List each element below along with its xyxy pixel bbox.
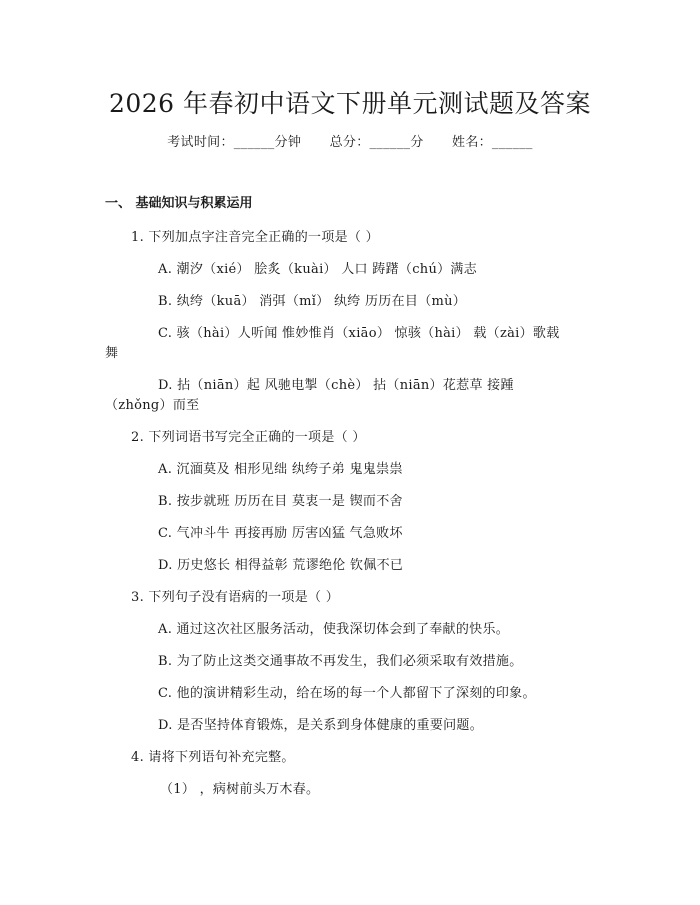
question-1-option-a: A. 潮汐（xié） 脍炙（kuài） 人口 踌躇（chú）满志: [158, 262, 478, 277]
student-name-field: 姓名：______: [452, 135, 533, 150]
exam-time-field: 考试时间：______分钟: [167, 135, 302, 150]
question-1-option-b: B. 纨绔（kuā） 消弭（mǐ） 纨绔 历历在目（mù）: [158, 294, 467, 309]
question-1-option-c-wrap: 舞: [105, 346, 119, 361]
question-3-option-c: C. 他的演讲精彩生动，给在场的每一个人都留下了深刻的印象。: [158, 686, 536, 701]
question-3-option-b: B. 为了防止这类交通事故不再发生，我们必须采取有效措施。: [158, 654, 523, 669]
question-4-stem: 4. 请将下列语句补充完整。: [131, 750, 295, 765]
question-3-option-a: A. 通过这次社区服务活动，使我深切体会到了奉献的快乐。: [158, 622, 510, 637]
question-1-stem: 1. 下列加点字注音完全正确的一项是（ ）: [131, 230, 379, 245]
question-4-item-1: （1） ，病树前头万木春。: [160, 782, 320, 797]
section-heading: 一、 基础知识与积累运用: [105, 196, 253, 211]
page-title: 2026 年春初中语文下册单元测试题及答案: [108, 89, 592, 118]
question-1-option-d: D. 拈（niān）起 风驰电掣（chè） 拈（niān）花惹草 接踵: [158, 378, 514, 393]
exam-meta: [0, 131, 700, 150]
question-2-option-d: D. 历史悠长 相得益彰 荒谬绝伦 钦佩不已: [158, 558, 404, 573]
question-3-option-d: D. 是否坚持体育锻炼，是关系到身体健康的重要问题。: [158, 718, 484, 733]
question-2-option-a: A. 沉湎莫及 相形见绌 纨绔子弟 鬼鬼祟祟: [158, 462, 403, 477]
question-3-stem: 3. 下列句子没有语病的一项是（ ）: [131, 590, 340, 605]
question-1-option-d-wrap: （zhǒng）而至: [105, 398, 200, 413]
total-score-field: 总分：______分: [329, 135, 424, 150]
question-2-option-b: B. 按步就班 历历在目 莫衷一是 锲而不舍: [158, 494, 403, 509]
question-2-option-c: C. 气冲斗牛 再接再励 厉害凶猛 气急败坏: [158, 526, 403, 541]
question-2-stem: 2. 下列词语书写完全正确的一项是（ ）: [131, 430, 366, 445]
question-1-option-c: C. 骇（hài）人听闻 惟妙惟肖（xiāo） 惊骇（hài） 载（zài）歌载: [158, 326, 560, 341]
